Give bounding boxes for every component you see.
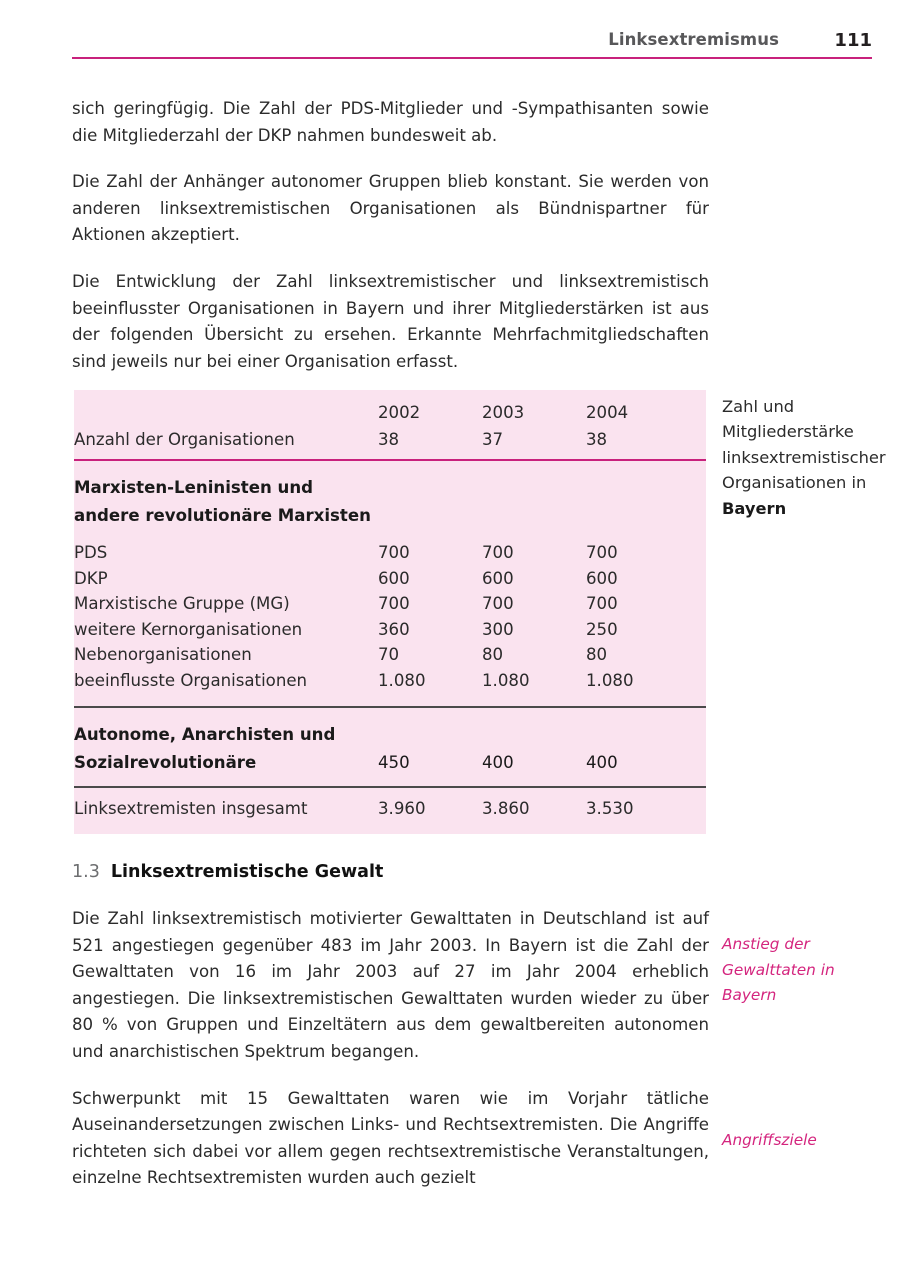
cell-2004: 3.530 bbox=[586, 799, 634, 818]
cell-2004: 600 bbox=[586, 568, 618, 588]
table-corner-cell bbox=[74, 390, 378, 424]
section-title: Linksextremistische Gewalt bbox=[110, 862, 384, 882]
paragraph-4: Die Zahl linksextremistisch motivierter Gewalttaten in Deutschland ist auf 521 angestiegen gegenüber 483 im Jahr 2003. In Bayern ist die Zahl der Gewalttaten von 16 im Jahr 2003 auf 27 im Jahr 2004 erheblich angestiegen. Die linksextremistischen Gewalttaten wurden wieder zu über 80 % von Gruppen und Einzeltätern aus dem gewaltbereiten autonomen und anarchistischen Spektrum begangen. bbox=[72, 909, 709, 1061]
cell-2002: 1.080 bbox=[378, 670, 426, 690]
cell-2004: 700 bbox=[586, 543, 618, 562]
group-heading-text-2: Sozialrevolutionäre bbox=[74, 753, 257, 772]
header-chapter-title: Linksextremismus bbox=[608, 30, 779, 49]
table-row-total bbox=[74, 788, 706, 834]
cell-2004: 80 bbox=[586, 645, 608, 664]
table-row bbox=[74, 528, 706, 566]
row-label: Nebenorganisationen bbox=[74, 645, 252, 664]
cell-2003: 600 bbox=[482, 568, 514, 588]
group-heading-marxisten-line2 bbox=[74, 500, 706, 528]
margin-note-angriffsziele: Angriffsziele bbox=[722, 1131, 817, 1149]
table-row bbox=[74, 668, 706, 707]
group-heading-text-1: Autonome, Anarchisten und bbox=[74, 725, 336, 744]
paragraph-2: Die Zahl der Anhänger autonomer Gruppen blieb konstant. Sie werden von anderen linksextremistischen Organisationen als Bündnispartner für Aktionen akzeptiert. bbox=[72, 172, 709, 245]
cell-2002: 70 bbox=[378, 645, 400, 664]
row-label: PDS bbox=[74, 543, 108, 562]
cell-2002: 700 bbox=[378, 543, 410, 562]
table-row bbox=[74, 566, 706, 592]
paragraph-3: Die Entwicklung der Zahl linksextremistischer und linksextremistisch beeinflusster Organisationen in Bayern und ihrer Mitgliederstärken ist aus der folgenden Übersicht zu ersehen. Erkannte Mehrfachmitgliedschaften sind jeweils nur bei einer Organisation erfasst. bbox=[72, 271, 709, 371]
margin-note-table-emphasis: Bayern bbox=[722, 498, 787, 518]
header-rule bbox=[72, 57, 872, 59]
table-row-organisation-count bbox=[74, 424, 706, 459]
cell-2002: 360 bbox=[378, 619, 410, 639]
cell-2003: 80 bbox=[482, 645, 504, 664]
margin-note-table-text: Zahl und Mitgliederstärke linksextremistischer Organisationen in bbox=[722, 397, 886, 493]
main-text-column-upper bbox=[72, 96, 709, 375]
cell-2003: 37 bbox=[482, 430, 504, 449]
cell-2002: 450 bbox=[378, 753, 410, 772]
row-label: beeinflusste Organisationen bbox=[74, 670, 308, 690]
cell-2004: 250 bbox=[586, 619, 618, 639]
column-header-2004: 2004 bbox=[586, 403, 629, 422]
cell-2002: 600 bbox=[378, 568, 410, 588]
row-label: Marxistische Gruppe (MG) bbox=[74, 594, 290, 613]
main-text-column-lower bbox=[72, 906, 709, 1192]
page-number: 111 bbox=[834, 30, 872, 51]
margin-note-anstieg-gewalttaten: Anstieg der Gewalttaten in Bayern bbox=[722, 935, 835, 1004]
table-row bbox=[74, 642, 706, 668]
statistics-table bbox=[74, 390, 706, 834]
row-label: Linksextremisten insgesamt bbox=[74, 799, 308, 818]
paragraph-5: Schwerpunkt mit 15 Gewalttaten waren wie im Vorjahr tätliche Auseinandersetzungen zwischen Links- und Rechtsextremisten. Die Angriffe richteten sich dabei vor allem gegen rechtsextremistische Veranstaltungen, einzelne Rechtsextremisten wurden auch gezielt bbox=[72, 1088, 709, 1188]
table-spacer bbox=[74, 775, 706, 786]
section-heading bbox=[72, 862, 709, 882]
table-row bbox=[74, 591, 706, 617]
cell-2004: 400 bbox=[586, 753, 618, 772]
row-label: weitere Kernorganisationen bbox=[74, 619, 303, 639]
column-header-2002: 2002 bbox=[378, 403, 421, 422]
cell-2004: 1.080 bbox=[586, 670, 634, 690]
column-header-2003: 2003 bbox=[482, 403, 525, 422]
cell-2002: 700 bbox=[378, 594, 410, 613]
cell-2003: 3.860 bbox=[482, 799, 530, 818]
cell-2003: 700 bbox=[482, 594, 514, 613]
table-header-row bbox=[74, 390, 706, 424]
running-header bbox=[72, 30, 872, 58]
cell-2003: 700 bbox=[482, 543, 514, 562]
cell-2003: 1.080 bbox=[482, 670, 530, 690]
group-heading-autonome-line2 bbox=[74, 747, 706, 775]
cell-2002: 3.960 bbox=[378, 799, 426, 818]
cell-2002: 38 bbox=[378, 430, 400, 449]
group-heading-marxisten-line1 bbox=[74, 461, 706, 500]
cell-2003: 300 bbox=[482, 619, 514, 639]
row-label: Anzahl der Organisationen bbox=[74, 430, 295, 449]
group-heading-text-2: andere revolutionäre Marxisten bbox=[74, 506, 371, 525]
row-label: DKP bbox=[74, 568, 108, 588]
section-number: 1.3 bbox=[72, 862, 100, 882]
paragraph-1: sich geringfügig. Die Zahl der PDS-Mitglieder und -Sympathisanten sowie die Mitgliederzahl der DKP nahmen bundesweit ab. bbox=[72, 99, 709, 145]
cell-2004: 38 bbox=[586, 430, 608, 449]
margin-note-table bbox=[722, 394, 890, 521]
group-heading-text-1: Marxisten-Leninisten und bbox=[74, 478, 314, 497]
table-row bbox=[74, 617, 706, 643]
cell-2003: 400 bbox=[482, 753, 514, 772]
cell-2004: 700 bbox=[586, 594, 618, 613]
group-heading-autonome-line1 bbox=[74, 708, 706, 747]
